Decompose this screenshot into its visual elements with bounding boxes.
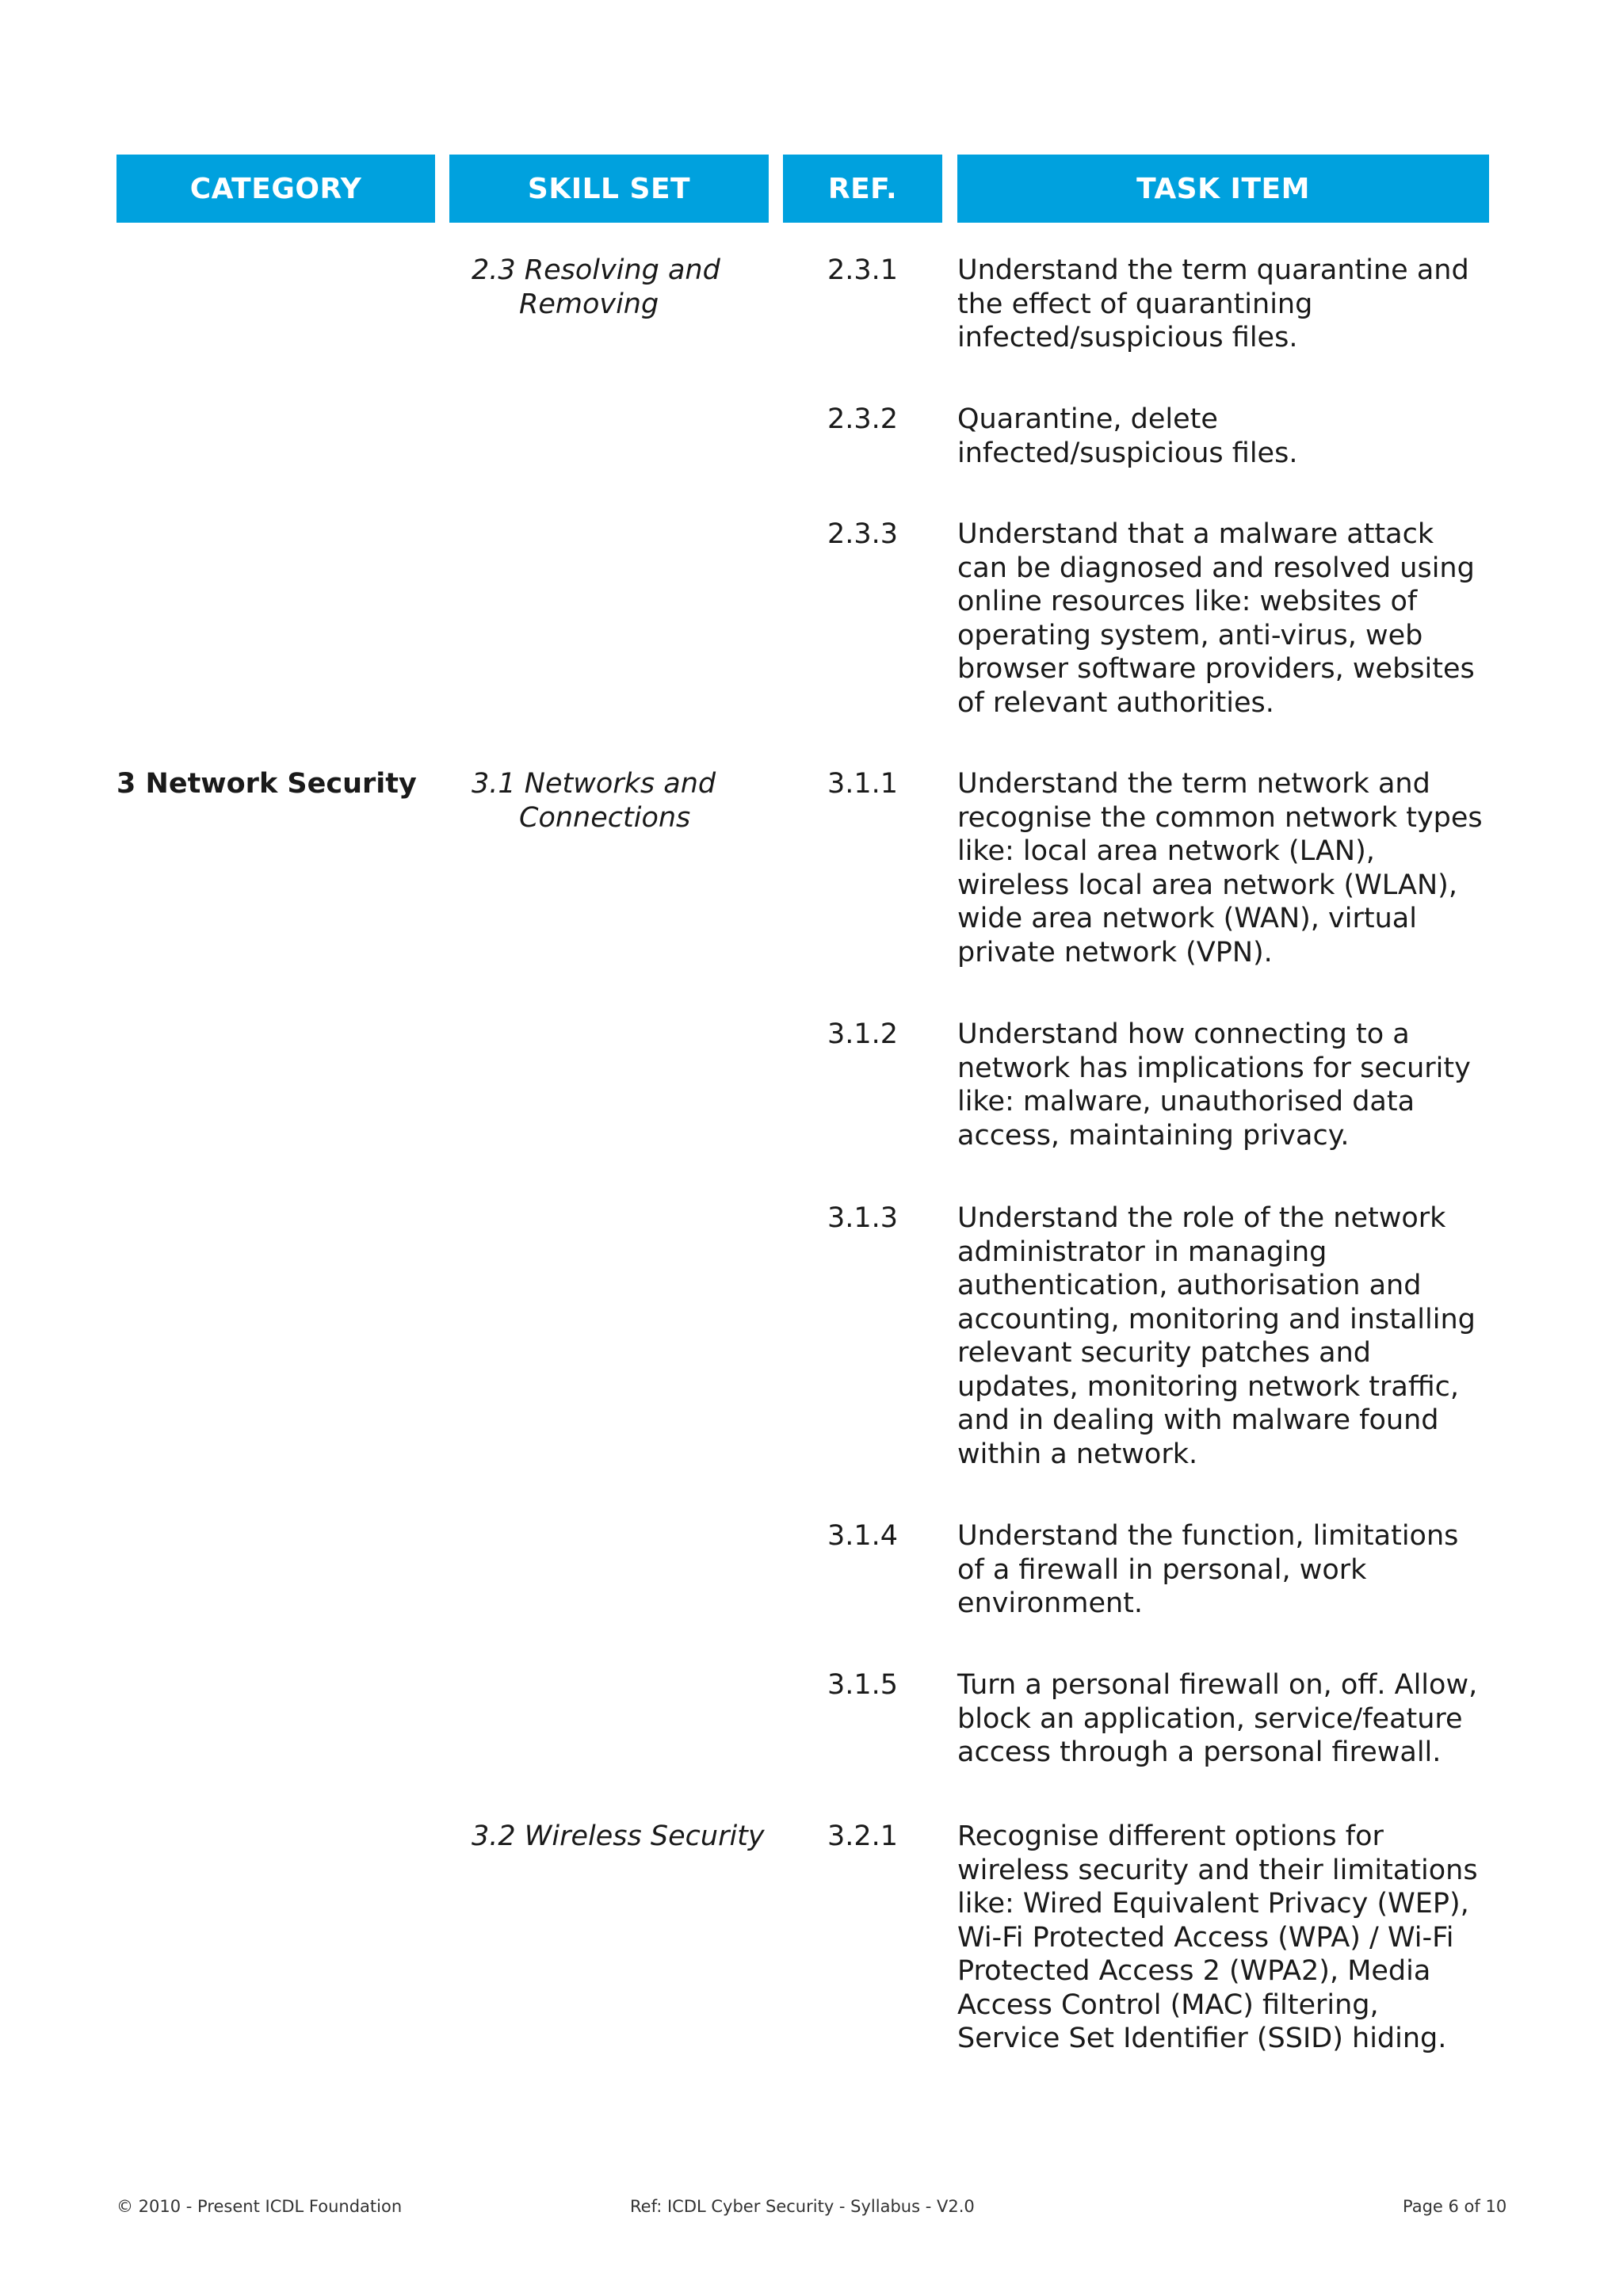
- task-3-1-1: Understand the term network and recognise the common network types like: local area network (LAN), wireless local area network (WLAN), wide area network (WAN), virtual private network (VPN).: [957, 768, 1483, 968]
- footer-page-number: Page 6 of 10: [1403, 2197, 1507, 2216]
- task-2-3-2: Quarantine, delete infected/suspicious files.: [957, 403, 1298, 469]
- category-network-security: 3 Network Security: [116, 768, 417, 800]
- footer-reference: Ref: ICDL Cyber Security - Syllabus - V2.0: [630, 2197, 975, 2216]
- task-3-1-2: Understand how connecting to a network has implications for security like: malware, unauthorised data access, maintaining privacy.: [957, 1018, 1471, 1152]
- task-3-1-4: Understand the function, limitations of a firewall in personal, work environment.: [957, 1520, 1459, 1619]
- task-2-3-1: Understand the term quarantine and the effect of quarantining infected/suspicious files.: [957, 254, 1469, 353]
- ref-3-1-2: 3.1.2: [827, 1018, 899, 1050]
- task-3-2-1: Recognise different options for wireless security and their limitations like: Wired Equivalent Privacy (WEP), Wi-Fi Protected Access (WPA) / Wi-Fi Protected Access 2 (WPA2), Media Access Control (MAC) filtering, Service Set Identifier (SSID) hiding.: [957, 1820, 1478, 2054]
- task-2-3-3: Understand that a malware attack can be diagnosed and resolved using online resources like: websites of operating system, anti-virus, web browser software providers, websites of relevant authorities.: [957, 518, 1475, 719]
- footer-copyright: © 2010 - Present ICDL Foundation: [116, 2197, 403, 2216]
- header-skill-set: SKILL SET: [449, 155, 769, 223]
- ref-3-2-1: 3.2.1: [827, 1820, 899, 1852]
- ref-3-1-4: 3.1.4: [827, 1520, 899, 1552]
- header-category: CATEGORY: [116, 155, 435, 223]
- skill-set-2-3: 2.3 Resolving and Removing: [472, 254, 720, 320]
- header-task-item: TASK ITEM: [957, 155, 1489, 223]
- ref-2-3-1: 2.3.1: [827, 254, 899, 286]
- ref-2-3-2: 2.3.2: [827, 403, 899, 435]
- skill-set-3-2: 3.2 Wireless Security: [472, 1820, 765, 1852]
- ref-3-1-5: 3.1.5: [827, 1669, 899, 1701]
- task-3-1-5: Turn a personal firewall on, off. Allow, block an application, service/feature access through a personal firewall.: [957, 1669, 1478, 1768]
- skill-set-3-1: 3.1 Networks and Connections: [472, 768, 716, 834]
- ref-3-1-1: 3.1.1: [827, 768, 899, 800]
- task-3-1-3: Understand the role of the network administrator in managing authentication, authorisation and accounting, monitoring and installing relevant security patches and updates, monitoring network traffic, and in dealing with malware found within a network.: [957, 1202, 1476, 1470]
- ref-2-3-3: 2.3.3: [827, 518, 899, 550]
- header-ref: REF.: [783, 155, 942, 223]
- ref-3-1-3: 3.1.3: [827, 1202, 899, 1234]
